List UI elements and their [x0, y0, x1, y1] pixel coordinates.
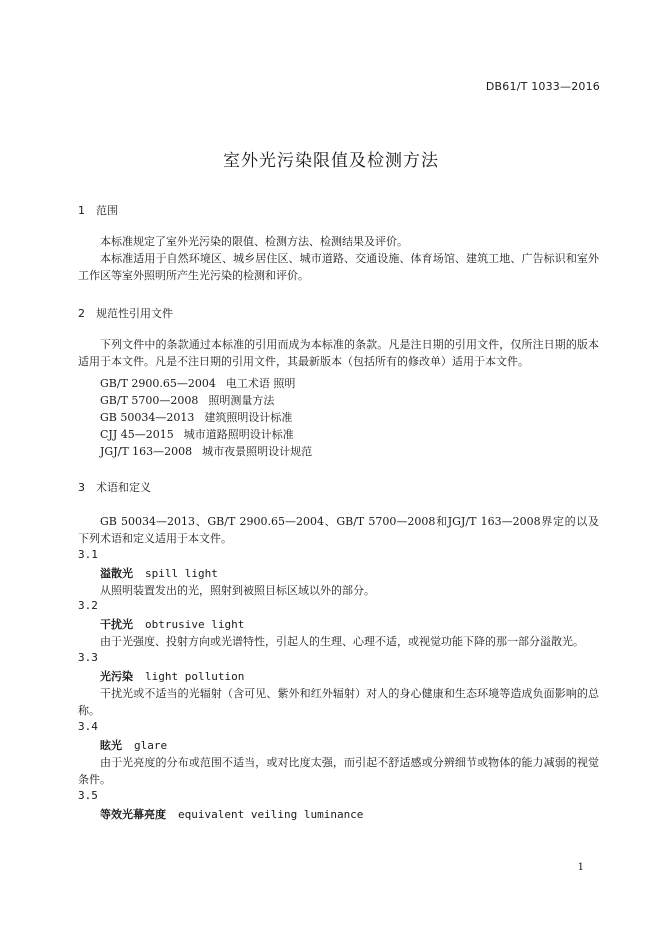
term-number: 3.3: [78, 651, 98, 664]
term-chinese: 眩光: [100, 739, 122, 752]
term-definition: 从照明装置发出的光，照射到被照目标区域以外的部分。: [100, 584, 375, 597]
reference-item: [100, 375, 295, 391]
reference-item: [100, 409, 292, 425]
reference-code: JGJ/T 163—2008: [100, 445, 193, 458]
term-title: [100, 565, 218, 581]
term-english: equivalent veiling luminance: [178, 808, 364, 821]
reference-title: 照明测量方法: [208, 394, 275, 407]
section-number: 2: [78, 307, 85, 320]
term-definition: 由于光强度、投射方向或光谱特性，引起人的生理、心理不适，或视觉功能下降的那一部分溢散光。: [100, 635, 584, 648]
term-english: spill light: [145, 567, 218, 580]
reference-item: [100, 392, 274, 408]
reference-item: [100, 426, 294, 442]
term-chinese: 等效光幕亮度: [100, 808, 166, 821]
term-english: obtrusive light: [145, 618, 245, 631]
term-number: 3.2: [78, 599, 98, 612]
reference-item: [100, 443, 312, 459]
term-number: 3.5: [78, 789, 98, 802]
term-english: glare: [134, 739, 168, 752]
term-title: [100, 616, 244, 632]
reference-code: GB/T 5700—2008: [100, 394, 199, 407]
term-english: light pollution: [145, 670, 245, 683]
references-intro-paragraph: 下列文件中的条款通过本标准的引用而成为本标准的条款。凡是注日期的引用文件，仅所注日期的版本适用于本文件。凡是不注日期的引用文件，其最新版本（包括所有的修改单）适用于本文件。: [78, 338, 599, 368]
term-title: [100, 668, 244, 684]
term-definition: 干扰光或不适当的光辐射（含可见、紫外和红外辐射）对人的身心健康和生态环境等造成负面影响的总称。: [78, 687, 599, 717]
term-chinese: 干扰光: [100, 618, 133, 631]
section-title: 规范性引用文件: [96, 307, 173, 320]
section-number: 3: [78, 481, 85, 494]
term-chinese: 溢散光: [100, 567, 133, 580]
reference-code: CJJ 45—2015: [100, 428, 174, 441]
reference-code: GB 50034—2013: [100, 411, 195, 424]
section-heading-scope: [78, 202, 118, 218]
reference-title: 城市道路照明设计标准: [183, 428, 294, 441]
term-title: [100, 737, 167, 753]
document-number: DB61/T 1033—2016: [485, 80, 600, 93]
page-number: 1: [577, 862, 584, 873]
section-heading-normative-references: [78, 305, 173, 321]
reference-title: 电工术语 照明: [225, 377, 296, 390]
reference-title: 城市夜景照明设计规范: [202, 445, 313, 458]
scope-paragraph-1: 本标准规定了室外光污染的限值、检测方法、检测结果及评价。: [100, 235, 408, 248]
term-definition: 由于光亮度的分布或范围不适当，或对比度太强，而引起不舒适感或分辨细节或物体的能力减弱的视觉条件。: [78, 756, 599, 786]
reference-title: 建筑照明设计标准: [204, 411, 293, 424]
scope-paragraph-2: 本标准适用于自然环境区、城乡居住区、城市道路、交通设施、体育场馆、建筑工地、广告标识和室外工作区等室外照明所产生光污染的检测和评价。: [78, 252, 599, 282]
term-number: 3.1: [78, 548, 98, 561]
section-heading-terms: [78, 479, 151, 495]
section-title: 术语和定义: [96, 481, 151, 494]
term-title: [100, 806, 363, 822]
section-title: 范围: [96, 204, 118, 217]
term-chinese: 光污染: [100, 670, 133, 683]
term-number: 3.4: [78, 720, 98, 733]
terms-intro-paragraph: GB 50034—2013、GB/T 2900.65—2004、GB/T 5700—2008和JGJ/T 163—2008界定的以及下列术语和定义适用于本文件。: [78, 515, 599, 545]
reference-code: GB/T 2900.65—2004: [100, 377, 216, 390]
page-title: 室外光污染限值及检测方法: [223, 151, 439, 171]
section-number: 1: [78, 204, 85, 217]
